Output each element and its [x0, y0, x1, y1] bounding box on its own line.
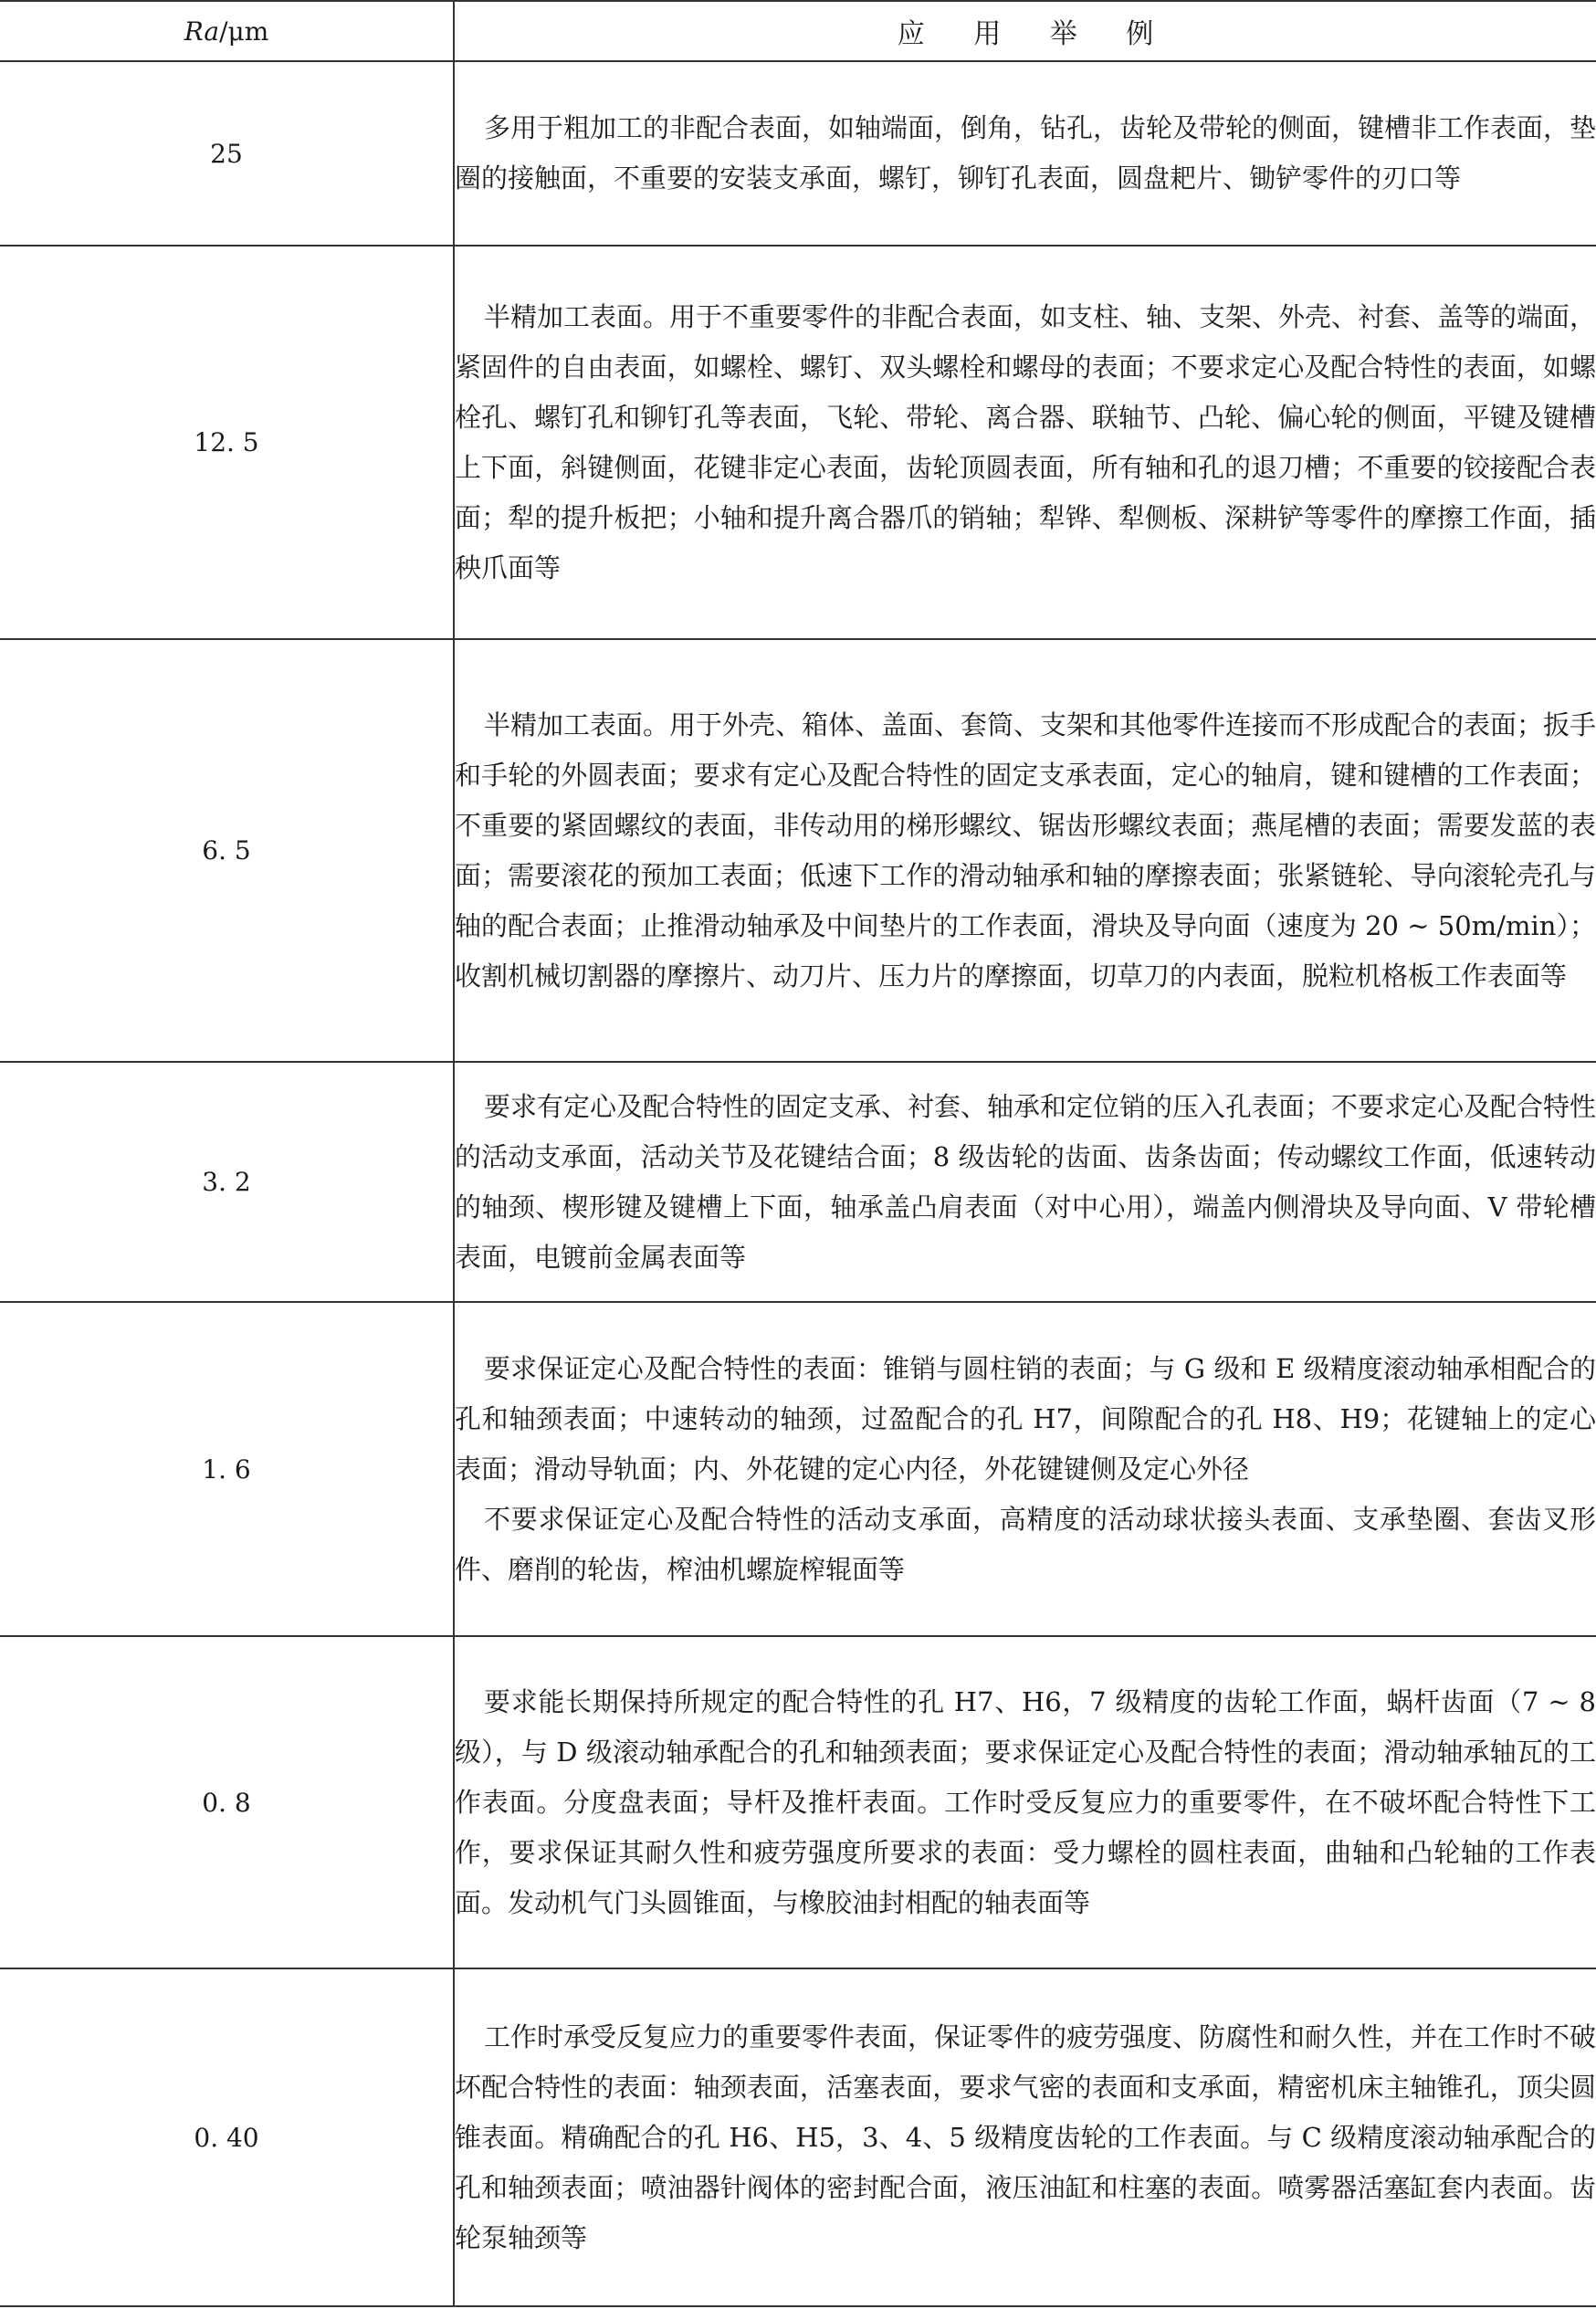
ra-value: 3. 2	[0, 1062, 454, 1302]
application-text: 多用于粗加工的非配合表面，如轴端面，倒角，钻孔，齿轮及带轮的侧面，键槽非工作表面，垫圈的接触面，不重要的安装支承面，螺钉，铆钉孔表面，圆盘耙片、锄铲零件的刃口等	[455, 112, 1596, 194]
application-cell	[454, 639, 1596, 1062]
application-text: 要求能长期保持所规定的配合特性的孔 H7、H6，7 级精度的齿轮工作面，蜗杆齿面（7 ~ 8 级），与 D 级滚动轴承配合的孔和轴颈表面；要求保证定心及配合特性的表面；滑动轴承轴瓦的工作表面。分度盘表面；导杆及推杆表面。工作时受反复应力的重要零件，在不破坏配合特性下工作，要求保证其耐久性和疲劳强度所要求的表面：受力螺栓的圆柱表面，曲轴和凸轮轴的工作表面。发动机气门头圆锥面，与橡胶油封相配的轴表面等	[455, 1685, 1596, 1918]
ra-value: 6. 5	[0, 639, 454, 1062]
application-text: 不要求保证定心及配合特性的活动支承面，高精度的活动球状接头表面、支承垫圈、套齿叉形件、磨削的轮齿，榨油机螺旋榨辊面等	[455, 1503, 1596, 1585]
application-text: 要求保证定心及配合特性的表面：锥销与圆柱销的表面；与 G 级和 E 级精度滚动轴承相配合的孔和轴颈表面；中速转动的轴颈，过盈配合的孔 H7，间隙配合的孔 H8、H9；花键轴上的定心表面；滑动导轨面；内、外花键的定心内径，外花键键侧及定心外径	[455, 1352, 1596, 1485]
table-row	[0, 1968, 1596, 2306]
application-cell	[454, 1968, 1596, 2306]
ra-value: 0. 8	[0, 1636, 454, 1968]
ra-value: 25	[0, 61, 454, 246]
header-ra-unit: /μm	[219, 16, 269, 47]
application-cell	[454, 1062, 1596, 1302]
application-cell	[454, 246, 1596, 639]
table-row	[0, 61, 1596, 246]
table-row	[0, 246, 1596, 639]
table-row	[0, 639, 1596, 1062]
ra-value: 1. 6	[0, 1302, 454, 1636]
table-row	[0, 1302, 1596, 1636]
header-application	[454, 1, 1596, 61]
header-application-label: 应 用 举 例	[897, 18, 1174, 50]
application-cell	[454, 1636, 1596, 1968]
header-row	[0, 1, 1596, 61]
application-text: 半精加工表面。用于外壳、箱体、盖面、套筒、支架和其他零件连接而不形成配合的表面；扳手和手轮的外圆表面；要求有定心及配合特性的固定支承表面，定心的轴肩，键和键槽的工作表面；不重要的紧固螺纹的表面，非传动用的梯形螺纹、锯齿形螺纹表面；燕尾槽的表面；需要发蓝的表面；需要滚花的预加工表面；低速下工作的滑动轴承和轴的摩擦表面；张紧链轮、导向滚轮壳孔与轴的配合表面；止推滑动轴承及中间垫片的工作表面，滑块及导向面（速度为 20 ~ 50m/min）；收割机械切割器的摩擦片、动刀片、压力片的摩擦面，切草刀的内表面，脱粒机格板工作表面等	[455, 708, 1596, 992]
table-row	[0, 1062, 1596, 1302]
application-text: 半精加工表面。用于不重要零件的非配合表面，如支柱、轴、支架、外壳、衬套、盖等的端面，紧固件的自由表面，如螺栓、螺钉、双头螺栓和螺母的表面；不要求定心及配合特性的表面，如螺栓孔、螺钉孔和铆钉孔等表面，飞轮、带轮、离合器、联轴节、凸轮、偏心轮的侧面，平键及键槽上下面，斜键侧面，花键非定心表面，齿轮顶圆表面，所有轴和孔的退刀槽；不重要的铰接配合表面；犁的提升板把；小轴和提升离合器爪的销轴；犁铧、犁侧板、深耕铲等零件的摩擦工作面，插秧爪面等	[455, 300, 1596, 583]
ra-value: 0. 40	[0, 1968, 454, 2306]
application-text: 要求有定心及配合特性的固定支承、衬套、轴承和定位销的压入孔表面；不要求定心及配合特性的活动支承面，活动关节及花键结合面；8 级齿轮的齿面、齿条齿面；传动螺纹工作面，低速转动的轴颈、楔形键及键槽上下面，轴承盖凸肩表面（对中心用），端盖内侧滑块及导向面、V 带轮槽表面，电镀前金属表面等	[455, 1090, 1596, 1273]
header-ra-label: Ra	[184, 16, 220, 47]
application-cell	[454, 61, 1596, 246]
ra-value: 12. 5	[0, 246, 454, 639]
table-row	[0, 1636, 1596, 1968]
application-text: 工作时承受反复应力的重要零件表面，保证零件的疲劳强度、防腐性和耐久性，并在工作时不破坏配合特性的表面：轴颈表面，活塞表面，要求气密的表面和支承面，精密机床主轴锥孔，顶尖圆锥表面。精确配合的孔 H6、H5，3、4、5 级精度齿轮的工作表面。与 C 级精度滚动轴承配合的孔和轴颈表面；喷油器针阀体的密封配合面，液压油缸和柱塞的表面。喷雾器活塞缸套内表面。齿轮泵轴颈等	[455, 2020, 1596, 2253]
application-cell	[454, 1302, 1596, 1636]
header-ra	[0, 1, 454, 61]
